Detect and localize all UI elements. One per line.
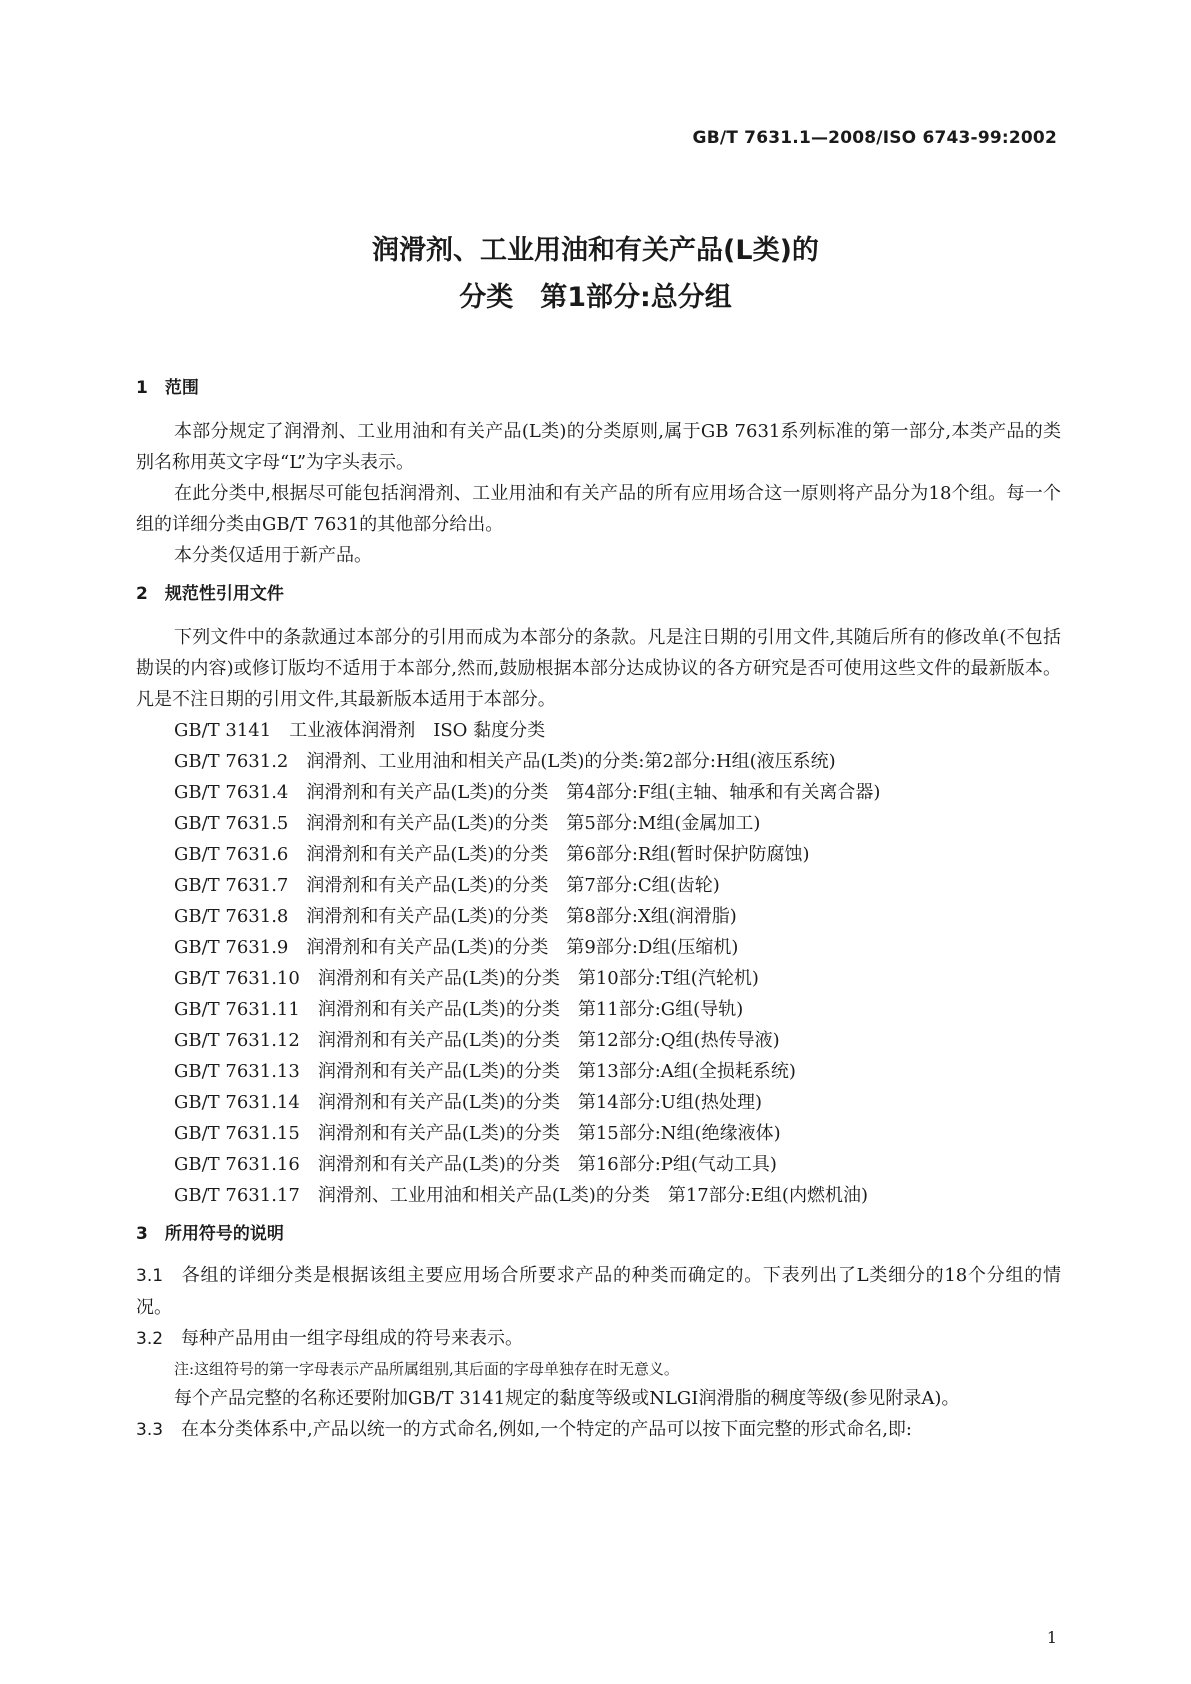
reference-item: GB/T 7631.2 润滑剂、工业用油和相关产品(L类)的分类:第2部分:H组(液压系统): [174, 751, 836, 772]
section-2-heading: 2 规范性引用文件: [136, 584, 284, 604]
reference-item: GB/T 7631.9 润滑剂和有关产品(L类)的分类 第9部分:D组(压缩机): [174, 937, 739, 958]
reference-item: GB/T 7631.8 润滑剂和有关产品(L类)的分类 第8部分:X组(润滑脂): [174, 906, 737, 927]
title-line-1: 润滑剂、工业用油和有关产品(L类)的: [372, 235, 819, 266]
reference-item: GB/T 7631.15 润滑剂和有关产品(L类)的分类 第15部分:N组(绝缘液体): [174, 1123, 781, 1144]
section-3-paragraph: 每个产品完整的名称还要附加GB/T 3141规定的黏度等级或NLGI润滑脂的稠度等级(参见附录A)。: [174, 1388, 960, 1409]
reference-item: GB/T 7631.13 润滑剂和有关产品(L类)的分类 第13部分:A组(全损耗系统): [174, 1061, 796, 1082]
reference-item: GB/T 7631.4 润滑剂和有关产品(L类)的分类 第4部分:F组(主轴、轴承和有关离合器): [174, 782, 881, 803]
clause-3-1: [136, 1260, 1061, 1323]
reference-item: GB/T 7631.5 润滑剂和有关产品(L类)的分类 第5部分:M组(金属加工): [174, 813, 761, 834]
clause-number: 3.1: [136, 1266, 164, 1286]
clause-text: 每种产品用由一组字母组成的符号来表示。: [181, 1328, 524, 1349]
reference-item: GB/T 7631.17 润滑剂、工业用油和相关产品(L类)的分类 第17部分:E组(内燃机油): [174, 1185, 868, 1206]
section-1-paragraph: 本部分规定了润滑剂、工业用油和有关产品(L类)的分类原则,属于GB 7631系列标准的第一部分,本类产品的类别名称用英文字母“L”为字头表示。: [136, 421, 1061, 473]
reference-item: GB/T 7631.14 润滑剂和有关产品(L类)的分类 第14部分:U组(热处理): [174, 1092, 763, 1113]
title-line-2: 分类 第1部分:总分组: [459, 282, 732, 313]
clause-text: 在本分类体系中,产品以统一的方式命名,例如,一个特定的产品可以按下面完整的形式命名,即:: [181, 1419, 912, 1440]
clause-3-3: [136, 1414, 1061, 1446]
reference-item: GB/T 7631.16 润滑剂和有关产品(L类)的分类 第16部分:P组(气动工具): [174, 1154, 777, 1175]
reference-item: GB/T 7631.10 润滑剂和有关产品(L类)的分类 第10部分:T组(汽轮机): [174, 968, 759, 989]
section-3-heading: 3 所用符号的说明: [136, 1224, 284, 1244]
document-body: [136, 373, 1061, 1446]
section-1-paragraph: 本分类仅适用于新产品。: [174, 545, 372, 566]
clause-number: 3.3: [136, 1420, 164, 1440]
reference-item: GB/T 7631.11 润滑剂和有关产品(L类)的分类 第11部分:G组(导轨): [174, 999, 744, 1020]
reference-item: GB/T 3141 工业液体润滑剂 ISO 黏度分类: [174, 720, 546, 741]
note: 注:这组符号的第一字母表示产品所属组别,其后面的字母单独存在时无意义。: [174, 1360, 679, 1378]
clause-3-2: [136, 1323, 1061, 1355]
document-title: [0, 227, 1191, 321]
section-2-intro: 下列文件中的条款通过本部分的引用而成为本部分的条款。凡是注日期的引用文件,其随后所有的修改单(不包括勘误的内容)或修订版均不适用于本部分,然而,鼓励根据本部分达成协议的各方研究是否可使用这些文件的最新版本。凡是不注日期的引用文件,其最新版本适用于本部分。: [136, 627, 1061, 710]
clause-number: 3.2: [136, 1329, 164, 1349]
reference-item: GB/T 7631.6 润滑剂和有关产品(L类)的分类 第6部分:R组(暂时保护防腐蚀): [174, 844, 810, 865]
standard-number: GB/T 7631.1—2008/ISO 6743-99:2002: [692, 128, 1057, 148]
section-1-paragraph: 在此分类中,根据尽可能包括润滑剂、工业用油和有关产品的所有应用场合这一原则将产品分为18个组。每一个组的详细分类由GB/T 7631的其他部分给出。: [136, 483, 1061, 535]
reference-list: [136, 715, 1061, 1211]
reference-item: GB/T 7631.12 润滑剂和有关产品(L类)的分类 第12部分:Q组(热传导液): [174, 1030, 780, 1051]
page-number: 1: [1046, 1628, 1057, 1647]
reference-item: GB/T 7631.7 润滑剂和有关产品(L类)的分类 第7部分:C组(齿轮): [174, 875, 720, 896]
clause-text: 各组的详细分类是根据该组主要应用场合所要求产品的种类而确定的。下表列出了L类细分的18个分组的情况。: [136, 1265, 1061, 1318]
section-1-heading: 1 范围: [136, 378, 199, 398]
